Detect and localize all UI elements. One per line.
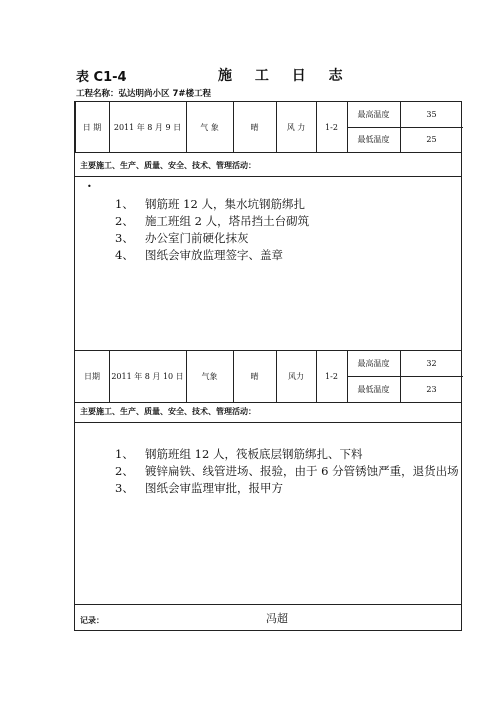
activities-header: 主要施工、生产、质量、安全、技术、管理活动： [80, 407, 256, 416]
max-temp-value: 32 [426, 358, 437, 368]
date-value: 2011 年 8 月 9 日 [113, 122, 182, 132]
divider [75, 176, 461, 177]
activity-item: 1、 钢筋班组 12 人，筏板底层钢筋绑扎、下料 [115, 447, 363, 461]
date-value: 2011 年 8 月 10 日 [111, 371, 184, 381]
weather-value: 晴 [250, 371, 259, 381]
min-temp-label: 最低温度 [357, 135, 390, 144]
wind-label: 风力 [288, 371, 304, 381]
min-temp-value: 23 [426, 384, 437, 394]
date-label: 日 期 [82, 122, 102, 132]
min-temp-value: 25 [426, 135, 437, 144]
weather-value: 晴 [250, 122, 259, 132]
project-name: 工程名称：弘达明尚小区 7#楼工程 [76, 89, 211, 99]
max-temp-label: 最高温度 [357, 358, 390, 368]
activities-header: 主要施工、生产、质量、安全、技术、管理活动： [80, 161, 256, 170]
recorder-name: 冯超 [266, 612, 288, 625]
log-table [74, 101, 462, 631]
page-title: 施 工 日 志 [218, 68, 352, 84]
wind-value: 1-2 [325, 122, 338, 132]
max-temp-label: 最高温度 [357, 110, 390, 119]
record-label: 记录： [80, 616, 104, 625]
wind-value: 1-2 [325, 371, 338, 381]
bullet-mark: • [87, 182, 92, 191]
weather-label: 气象 [201, 371, 218, 381]
weather-label: 气 象 [200, 122, 219, 132]
divider [75, 402, 461, 403]
activity-item: 3、 图纸会审监理审批，报甲方 [115, 481, 283, 495]
divider [75, 152, 461, 153]
min-temp-label: 最低温度 [357, 384, 390, 394]
divider [75, 604, 461, 605]
activity-item: 2、 施工班组 2 人，塔吊挡土台砌筑 [115, 214, 310, 228]
form-code: 表 C1-4 [76, 70, 127, 85]
wind-label: 风 力 [286, 122, 306, 132]
date-label: 日期 [84, 371, 100, 381]
divider [75, 422, 461, 423]
activity-item: 4、 图纸会审放监理签字、盖章 [115, 248, 283, 262]
activity-item: 1、 钢筋班 12 人，集水坑钢筋绑扎 [115, 197, 305, 211]
activity-item: 3、 办公室门前硬化抹灰 [115, 231, 249, 245]
max-temp-value: 35 [426, 110, 437, 119]
activity-item: 2、 镀锌扁铁、线管进场、报验，由于 6 分管锈蚀严重，退货出场 [115, 464, 459, 478]
